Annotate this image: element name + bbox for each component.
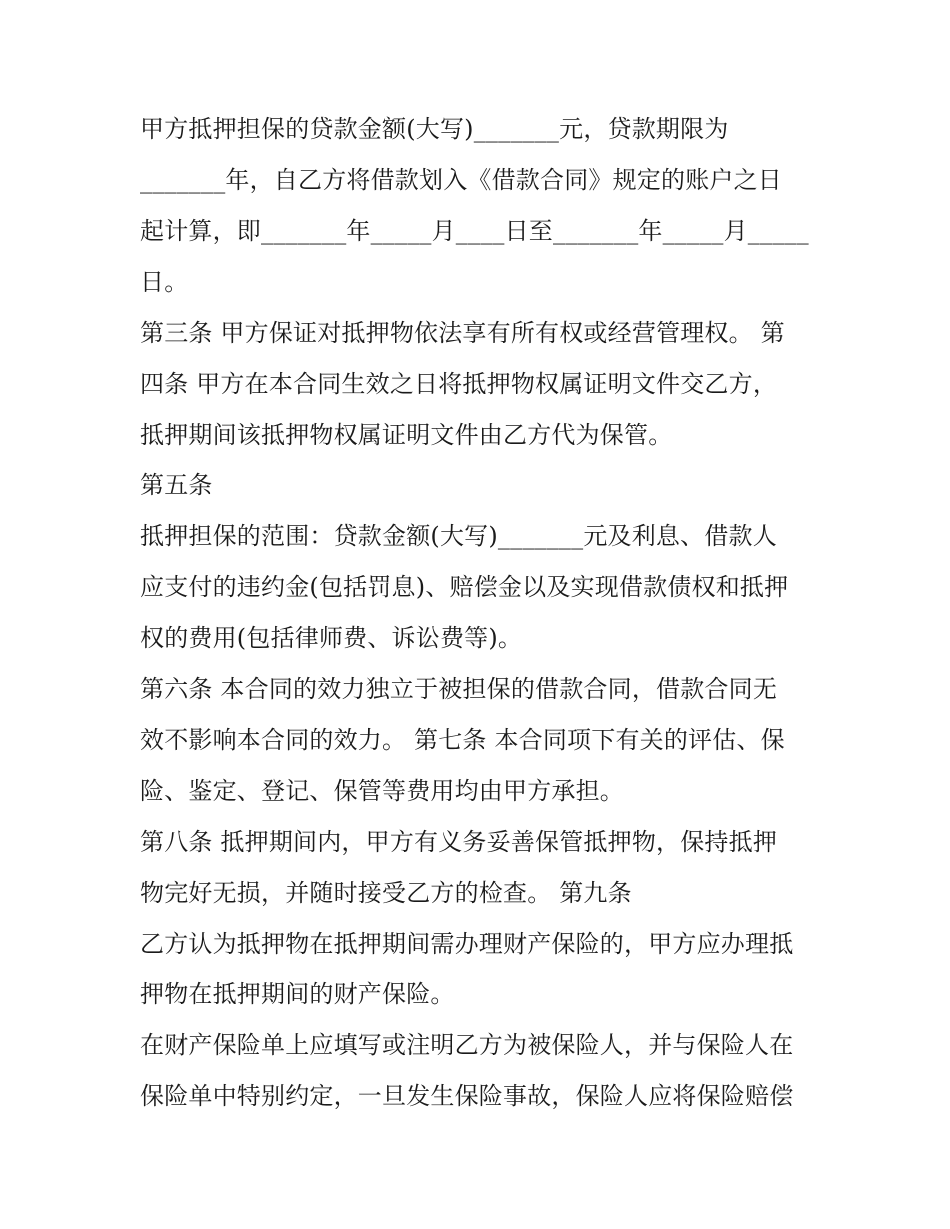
section-heading: 第五条 — [140, 471, 213, 499]
text-line: 起计算，即_______年_____月____日至_______年_____月_____ — [140, 217, 809, 245]
text-line: 乙方认为抵押物在抵押期间需办理财产保险的，甲方应办理抵 — [140, 930, 794, 958]
text-line: 四条 甲方在本合同生效之日将抵押物权属证明文件交乙方， — [140, 370, 778, 398]
text-line: 效不影响本合同的效力。 第七条 本合同项下有关的评估、保 — [140, 726, 785, 754]
text-line: _______年，自乙方将借款划入《借款合同》规定的账户之日 — [140, 166, 782, 194]
text-line: 第八条 抵押期间内，甲方有义务妥善保管抵押物，保持抵押 — [140, 828, 778, 856]
text-line: 应支付的违约金(包括罚息)、赔偿金以及实现借款债权和抵押 — [140, 573, 789, 601]
text-line: 押物在抵押期间的财产保险。 — [140, 980, 455, 1008]
text-line: 抵押期间该抵押物权属证明文件由乙方代为保管。 — [140, 421, 673, 449]
text-line: 物完好无损，并随时接受乙方的检查。 第九条 — [140, 879, 632, 907]
text-line: 保险单中特别约定，一旦发生保险事故，保险人应将保险赔偿 — [140, 1082, 794, 1110]
text-line: 第三条 甲方保证对抵押物依法享有所有权或经营管理权。 第 — [140, 319, 785, 347]
text-line: 险、鉴定、登记、保管等费用均由甲方承担。 — [140, 777, 624, 805]
text-line: 甲方抵押担保的贷款金额(大写)_______元，贷款期限为 — [140, 115, 729, 143]
text-line: 第六条 本合同的效力独立于被担保的借款合同，借款合同无 — [140, 675, 778, 703]
text-line: 权的费用(包括律师费、诉讼费等)。 — [140, 624, 523, 652]
text-line: 抵押担保的范围：贷款金额(大写)_______元及利息、借款人 — [140, 522, 777, 550]
text-line: 日。 — [140, 268, 189, 296]
text-line: 在财产保险单上应填写或注明乙方为被保险人，并与保险人在 — [140, 1031, 794, 1059]
